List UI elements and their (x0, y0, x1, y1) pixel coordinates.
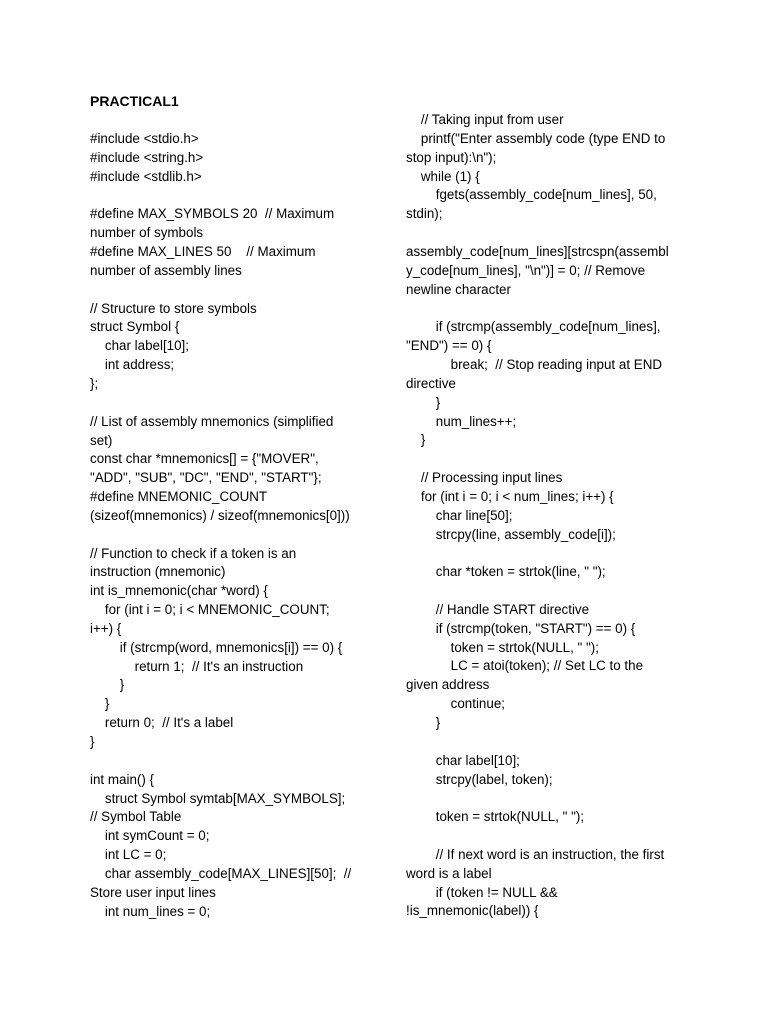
code-line: struct Symbol symtab[MAX_SYMBOLS]; (90, 790, 346, 806)
code-line: LC = atoi(token); // Set LC to the (406, 658, 644, 674)
code-line: } (406, 394, 441, 410)
code-line: char label[10]; (406, 752, 520, 768)
code-line (90, 526, 380, 545)
code-line: } (90, 734, 95, 749)
code-line: } (90, 677, 125, 693)
code-line: !is_mnemonic(label)) { (406, 903, 539, 919)
code-line: while (1) { (406, 168, 480, 184)
code-line: assembly_code[num_lines][strcspn(assembl (406, 243, 669, 259)
code-line: break; // Stop reading input at END (406, 356, 663, 372)
code-line: if (strcmp(token, "START") == 0) { (406, 620, 636, 636)
code-line: int address; (90, 357, 175, 373)
code-line: char *token = strtok(line, " "); (406, 564, 606, 580)
code-line (406, 450, 696, 469)
code-line (90, 187, 380, 206)
code-line (90, 752, 380, 771)
right-code-column (406, 111, 696, 921)
code-line: strcpy(label, token); (406, 771, 553, 787)
code-line: } (90, 696, 110, 712)
code-line: const char *mnemonics[] = {"MOVER", (90, 451, 319, 467)
code-line: (sizeof(mnemonics) / sizeof(mnemonics[0])) (90, 507, 350, 523)
code-line: set) (90, 432, 113, 448)
code-line (406, 733, 696, 752)
code-line (406, 544, 696, 563)
code-line: #include <stdio.h> (90, 131, 199, 146)
code-line: "ADD", "SUB", "DC", "END", "START"}; (90, 470, 322, 486)
code-line: // If next word is an instruction, the first (406, 846, 665, 862)
code-line: }; (90, 375, 99, 391)
code-line: stdin); (406, 206, 443, 222)
code-line: num_lines++; (406, 413, 517, 429)
code-line: for (int i = 0; i < MNEMONIC_COUNT; (90, 602, 330, 618)
code-line: #define MNEMONIC_COUNT (90, 489, 268, 505)
code-line: #define MAX_SYMBOLS 20 // Maximum (90, 206, 335, 222)
code-line: if (strcmp(word, mnemonics[i]) == 0) { (90, 639, 343, 655)
code-line: printf("Enter assembly code (type END to (406, 130, 666, 146)
code-line: #include <string.h> (90, 149, 204, 165)
code-line: int is_mnemonic(char *word) { (90, 583, 268, 599)
code-line: // Handle START directive (406, 601, 590, 617)
code-line: } (406, 715, 441, 730)
code-line: directive (406, 375, 456, 391)
code-line: } (406, 432, 426, 448)
code-line: return 0; // It's a label (90, 715, 234, 731)
code-line: #include <stdlib.h> (90, 168, 202, 184)
code-line: // Taking input from user (406, 112, 564, 127)
code-line: token = strtok(NULL, " "); (406, 809, 585, 825)
code-line: char assembly_code[MAX_LINES][50]; // (90, 865, 352, 881)
code-line: char line[50]; (406, 507, 513, 523)
code-line: continue; (406, 696, 505, 712)
code-line: given address (406, 677, 490, 693)
code-line: number of symbols (90, 225, 204, 241)
code-line (406, 299, 696, 318)
code-line: int symCount = 0; (90, 828, 210, 844)
code-line: instruction (mnemonic) (90, 564, 226, 580)
code-line: Store user input lines (90, 884, 216, 900)
code-line (90, 281, 380, 300)
code-line: number of assembly lines (90, 262, 242, 278)
code-line: char label[10]; (90, 338, 189, 354)
code-line: struct Symbol { (90, 319, 180, 335)
code-line: // Symbol Table (90, 809, 182, 825)
left-code-column (90, 130, 380, 921)
code-line: #define MAX_LINES 50 // Maximum (90, 244, 316, 260)
code-line: i++) { (90, 620, 122, 636)
code-line: int LC = 0; (90, 847, 167, 863)
code-line: // Structure to store symbols (90, 300, 257, 316)
code-line: word is a label (406, 865, 492, 881)
code-line: int main() { (90, 771, 154, 787)
code-line (406, 789, 696, 808)
code-line: // Processing input lines (406, 470, 563, 486)
code-line: // List of assembly mnemonics (simplified (90, 413, 334, 429)
code-line: return 1; // It's an instruction (90, 658, 304, 674)
code-line (406, 827, 696, 846)
code-line: fgets(assembly_code[num_lines], 50, (406, 187, 657, 203)
code-line: // Function to check if a token is an (90, 545, 297, 561)
code-line: strcpy(line, assembly_code[i]); (406, 526, 616, 542)
code-line: y_code[num_lines], "\n")] = 0; // Remove (406, 262, 646, 278)
code-line: newline character (406, 281, 511, 297)
code-line: token = strtok(NULL, " "); (406, 639, 599, 655)
code-line (406, 582, 696, 601)
code-line (406, 224, 696, 243)
code-line: stop input):\n"); (406, 149, 497, 165)
code-line: int num_lines = 0; (90, 903, 211, 919)
code-line: if (token != NULL && (406, 884, 558, 900)
code-line: if (strcmp(assembly_code[num_lines], (406, 319, 661, 335)
code-line: "END") == 0) { (406, 338, 492, 354)
page-title: PRACTICAL1 (90, 93, 179, 109)
code-line: for (int i = 0; i < num_lines; i++) { (406, 488, 614, 504)
code-line (90, 394, 380, 413)
